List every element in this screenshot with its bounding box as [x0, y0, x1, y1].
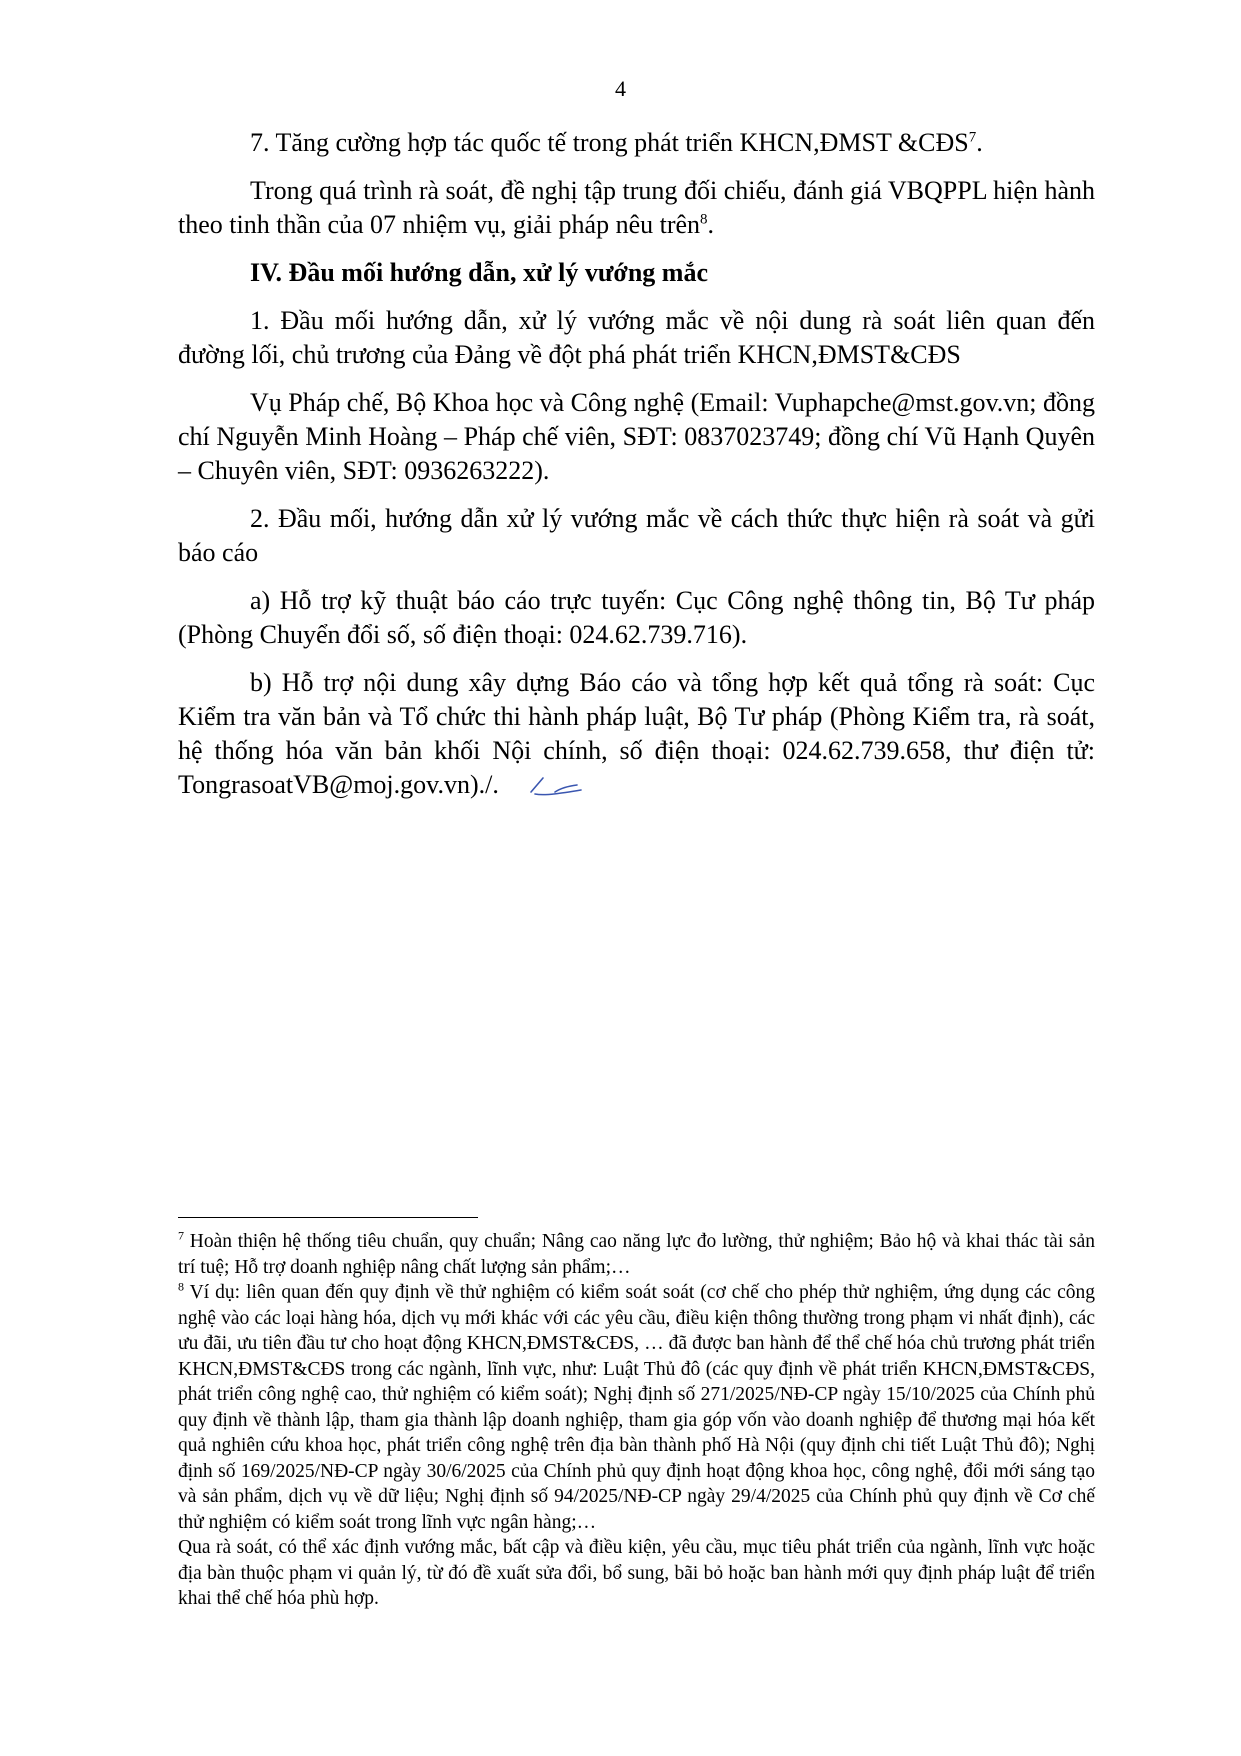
initial-signature-mark	[525, 772, 585, 802]
paragraph-text: 7. Tăng cường hợp tác quốc tế trong phát triển KHCN,ĐMST &CĐS	[250, 128, 969, 157]
paragraph-contact-1-details: Vụ Pháp chế, Bộ Khoa học và Công nghệ (Email: Vuphapche@mst.gov.vn; đồng chí Nguyễn Minh Hoàng – Pháp chế viên, SĐT: 0837023749; đồng chí Vũ Hạnh Quyên – Chuyên viên, SĐT: 0936263222).	[178, 388, 1095, 485]
paragraph-contact-1: 1. Đầu mối hướng dẫn, xử lý vướng mắc về nội dung rà soát liên quan đến đường lối, chủ trương của Đảng về đột phá phát triển KHCN,ĐMST&CĐS	[178, 306, 1095, 369]
paragraph-text: Trong quá trình rà soát, đề nghị tập trung đối chiếu, đánh giá VBQPPL hiện hành theo tinh thần của 07 nhiệm vụ, giải pháp nêu trên	[178, 176, 1095, 239]
paragraph-contact-2b	[178, 666, 1095, 802]
paragraph-text: b) Hỗ trợ nội dung xây dựng Báo cáo và tổng hợp kết quả tổng rà soát: Cục Kiểm tra văn bản và Tổ chức thi hành pháp luật, Bộ Tư pháp (Phòng Kiểm tra, rà soát, hệ thống hóa văn bản khối Nội chính, số điện thoại: 024.62.739.658, thư điện tử: TongrasoatVB@moj.gov.vn)./.	[178, 668, 1095, 799]
footnote-8	[178, 1280, 1095, 1535]
footnote-separator	[178, 1217, 478, 1218]
page-number: 4	[615, 76, 626, 101]
paragraph-task-7: 7. Tăng cường hợp tác quốc tế trong phát triển KHCN,ĐMST &CĐS$^7$.	[250, 128, 983, 157]
paragraph-contact-2: 2. Đầu mối, hướng dẫn xử lý vướng mắc về cách thức thực hiện rà soát và gửi báo cáo	[178, 504, 1095, 567]
footnote-text: Hoàn thiện hệ thống tiêu chuẩn, quy chuẩn; Nâng cao năng lực đo lường, thử nghiệm; Bảo hộ và khai thác tài sản trí tuệ; Hỗ trợ doanh nghiệp nâng chất lượng sản phẩm;…	[178, 1231, 1096, 1278]
footnote-text: Ví dụ: liên quan đến quy định về thử nghiệm có kiểm soát soát (cơ chế cho phép thử nghiệm, ứng dụng các công nghệ vào các loại hàng hóa, dịch vụ mới khác với các yêu cầu, điều kiện thông thường trong phạm vi nhất định), các ưu đãi, ưu tiên đầu tư cho hoạt động KHCN,ĐMST&CĐS, … đã được ban hành để thể chế hóa chủ trương phát triển KHCN,ĐMST&CĐS trong các ngành, lĩnh vực, như: Luật Thủ đô (các quy định về phát triển KHCN,ĐMST&CĐS, phát triển công nghệ cao, thử nghiệm có kiểm soát); Nghị định số 271/2025/NĐ-CP ngày 15/10/2025 của Chính phủ quy định về thành lập, tham gia thành lập doanh nghiệp, tham gia góp vốn vào doanh nghiệp để thương mại hóa kết quả nghiên cứu khoa học, phát triển công nghệ trên địa bàn thành phố Hà Nội (quy định chi tiết Luật Thủ đô); Nghị định số 169/2025/NĐ-CP ngày 30/6/2025 của Chính phủ quy định hoạt động khoa học, công nghệ, đổi mới sáng tạo và sản phẩm, dịch vụ về dữ liệu; Nghị định số 94/2025/NĐ-CP ngày 29/4/2025 của Chính phủ quy định về Cơ chế thử nghiệm có kiểm soát trong lĩnh vực ngân hàng;…	[178, 1282, 1096, 1533]
section-heading-iv: IV. Đầu mối hướng dẫn, xử lý vướng mắc	[250, 258, 708, 287]
paragraph-review-focus: Trong quá trình rà soát, đề nghị tập trung đối chiếu, đánh giá VBQPPL hiện hành theo tinh thần của 07 nhiệm vụ, giải pháp nêu trên$^8$.	[178, 176, 1095, 239]
paragraph-contact-2a: a) Hỗ trợ kỹ thuật báo cáo trực tuyến: Cục Công nghệ thông tin, Bộ Tư pháp (Phòng Chuyển đổi số, số điện thoại: 024.62.739.716).	[178, 586, 1095, 649]
footnote-ref-8[interactable]: 8	[700, 211, 708, 228]
footnotes	[178, 1229, 1095, 1612]
footnote-ref-7[interactable]: 7	[968, 129, 977, 146]
footnote-8-continued: Qua rà soát, có thể xác định vướng mắc, bất cập và điều kiện, yêu cầu, mục tiêu phát triển của ngành, lĩnh vực hoặc địa bàn thuộc phạm vi quản lý, từ đó đề xuất sửa đổi, bổ sung, bãi bỏ hoặc ban hành mới quy định pháp luật để triển khai thể chế hóa phù hợp.	[178, 1537, 1095, 1609]
footnote-7	[178, 1229, 1095, 1280]
footnote-mark: 7	[178, 1228, 184, 1243]
footnote-mark: 8	[178, 1279, 184, 1294]
document-body	[178, 126, 1095, 816]
